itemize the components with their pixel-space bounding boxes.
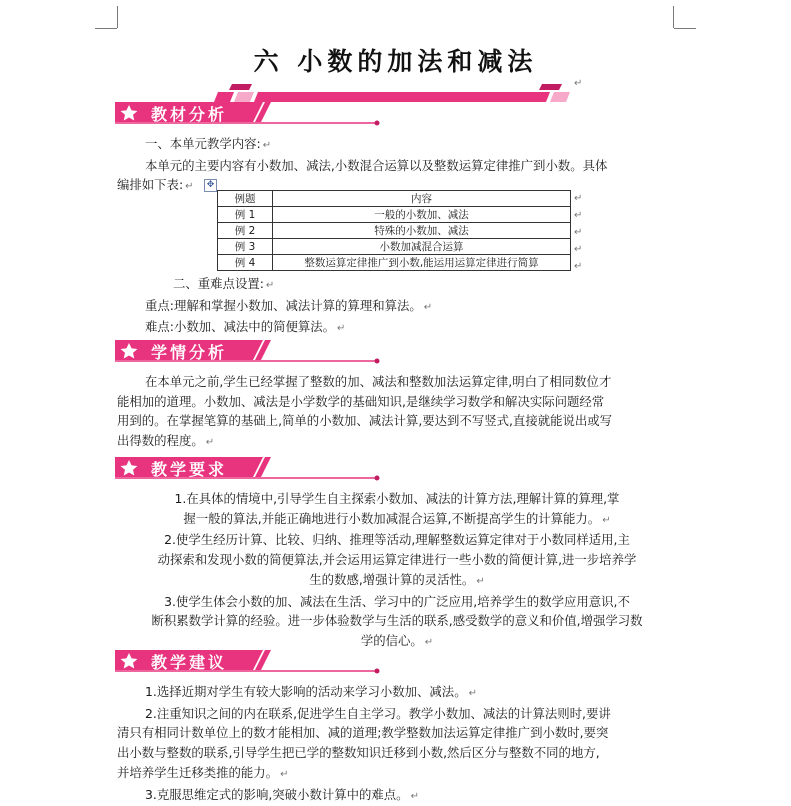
return-mark: ↵ [337, 323, 346, 335]
paragraph: 握一般的算法,并能正确地进行小数加减混合运算,不断提高学生的计算能力。 ↵ [183, 510, 611, 526]
header-cell: 例题 [218, 191, 273, 207]
return-mark: ↵ [265, 280, 275, 291]
table-cell: 整数运算定律推广到小数,能运用运算定律进行简算 [273, 255, 571, 271]
section-header-teaching-requirements [115, 455, 385, 481]
table-cell: 例 1 [218, 207, 273, 223]
section-body-key-points [117, 274, 677, 339]
crop-mark-top-left-v [117, 6, 118, 28]
paragraph: 2.注重知识之间的内在联系,促进学生自主学习。教学小数加、减法的计算法则时,要讲 [145, 705, 611, 721]
return-mark: ↵ [574, 78, 583, 89]
chapter-title-block [0, 30, 791, 100]
return-mark: ↵ [262, 140, 272, 151]
paragraph: 能相加的道理。小数加、减法是小学数学的基础知识,是继续学习数学和解决实际问题经常 [117, 393, 605, 409]
section-title: 教材分析 [151, 105, 228, 124]
paragraph: 2.使学生经历计算、比较、归纳、推理等活动,理解整数运算定律对于小数同样适用,主 [164, 532, 630, 548]
table-row [218, 239, 571, 255]
paragraph: 编排如下表: ↵ [117, 177, 194, 193]
section-body-student-analysis [117, 372, 677, 453]
section-header-teaching-suggestions [115, 648, 385, 674]
return-mark: ↵ [205, 437, 215, 449]
return-mark: ↵ [574, 210, 583, 221]
return-mark: ↵ [602, 514, 611, 526]
table-header-row [218, 191, 571, 207]
crop-mark-top-right-v [673, 6, 674, 28]
return-mark: ↵ [476, 575, 485, 587]
return-mark: ↵ [468, 688, 477, 699]
paragraph: 出得数的程度。 ↵ [117, 433, 215, 449]
paragraph: 清只有相同计数单位上的数才能相加、减的道理;教学整数加法运算定律推广到小数时,要突 [117, 725, 609, 741]
return-mark: ↵ [424, 636, 434, 648]
paragraph: 学的信心。 ↵ [360, 632, 434, 648]
page-title: 六 小数的加法和减法 [253, 47, 538, 76]
paragraph: 并培养学生迁移类推的能力。 ↵ [117, 764, 289, 780]
table-cell: 例 2 [218, 223, 273, 239]
return-mark: ↵ [574, 193, 583, 204]
return-mark: ↵ [574, 227, 583, 238]
return-mark: ↵ [574, 244, 583, 255]
table-cell: 例 3 [218, 239, 273, 255]
section-body-teaching-suggestions [117, 682, 677, 806]
paragraph: 3.克服思维定式的影响,突破小数计算中的难点。 ↵ [145, 786, 419, 802]
return-mark: ↵ [280, 768, 289, 780]
table-row [218, 223, 571, 239]
paragraph: 本单元的主要内容有小数加、减法,小数混合运算以及整数运算定律推广到小数。具体 [145, 157, 608, 173]
section-title: 教学建议 [151, 653, 228, 672]
table-cell: 特殊的小数加、减法 [273, 223, 571, 239]
return-mark: ↵ [423, 301, 433, 313]
table-move-handle-icon[interactable]: ✥ [204, 179, 217, 192]
table-cell: 例 4 [218, 255, 273, 271]
crop-mark-top-right-h [674, 28, 696, 29]
paragraph: 难点:小数加、减法中的简便算法。 ↵ [145, 319, 346, 335]
section-title: 学情分析 [151, 343, 228, 362]
paragraph: 在本单元之前,学生已经掌握了整数的加、减法和整数加法运算定律,明白了相同数位才 [145, 374, 612, 389]
section-title: 教学要求 [151, 460, 228, 479]
paragraph: 3.使学生体会小数的加、减法在生活、学习中的广泛应用,培养学生的数学应用意识,不 [164, 593, 630, 609]
paragraph: 重点:理解和掌握小数加、减法计算的算理和算法。 ↵ [145, 297, 433, 313]
table-cell: 一般的小数加、减法 [273, 207, 571, 223]
crop-mark-top-left-h [95, 28, 117, 29]
table-cell: 小数加减混合运算 [273, 239, 571, 255]
paragraph: 用到的。在掌握笔算的基础上,简单的小数加、减法计算,要达到不写竖式,直接就能说出或写 [117, 413, 613, 429]
paragraph: 一、本单元教学内容: ↵ [145, 136, 272, 151]
section-body-teaching-requirements [117, 489, 677, 653]
paragraph: 二、重难点设置: ↵ [173, 276, 275, 291]
section-body-textbook-analysis [117, 134, 677, 197]
paragraph: 1.在具体的情境中,引导学生自主探索小数加、减法的计算方法,理解计算的算理,掌 [174, 491, 620, 506]
return-mark: ↵ [574, 261, 583, 272]
return-mark: ↵ [185, 181, 194, 193]
table-row [218, 255, 571, 271]
section-header-student-analysis [115, 338, 385, 364]
paragraph: 1.选择近期对学生有较大影响的活动来学习小数加、减法。 ↵ [145, 684, 477, 699]
header-cell: 内容 [273, 191, 571, 207]
paragraph: 生的数感,增强计算的灵活性。 ↵ [309, 571, 485, 587]
section-header-textbook-analysis [115, 100, 385, 126]
table-row [218, 207, 571, 223]
paragraph: 动探索和发现小数的简便算法,并会运用运算定律进行一些小数的简便计算,进一步培养学 [157, 552, 637, 568]
paragraph: 断积累数学计算的经验。进一步体验数学与生活的联系,感受数学的意义和价值,增强学习数 [151, 613, 643, 629]
paragraph: 出小数与整数的联系,引导学生把已学的整数知识迁移到小数,然后区分与整数不同的地方, [117, 745, 600, 761]
content-table [217, 190, 571, 271]
return-mark: ↵ [410, 790, 419, 802]
